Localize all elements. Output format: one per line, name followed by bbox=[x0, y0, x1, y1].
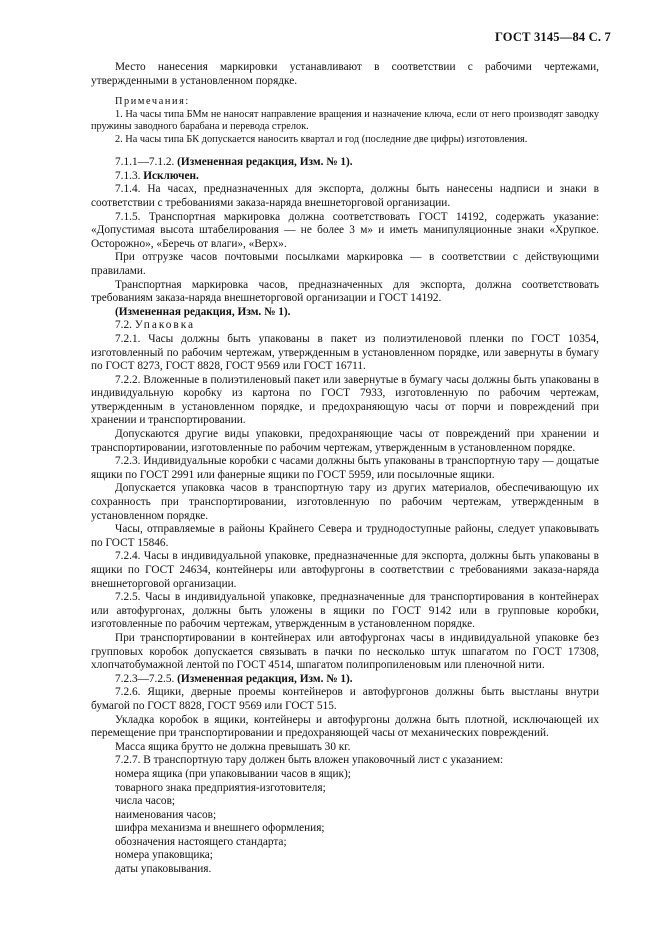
paragraph-7-1-5: 7.1.5. Транспортная маркировка должна соответствовать ГОСТ 14192, содержать указание: «Допустимая высота штабелирования — не более 3 м» и иметь манипуляционные знаки «Хрупкое. Осторожно», «Беречь от влаги», «Верх». bbox=[91, 210, 599, 250]
paragraph-7-2-4: 7.2.4. Часы в индивидуальной упаковке, предназначенные для экспорта, должны быть упакованы в ящики по ГОСТ 24634, контейнеры или автофургоны в соответствии с требованиями заказа-наряда внешнеторговой организации. bbox=[91, 550, 599, 590]
clause-number: 7.2.3—7.2.5. bbox=[115, 672, 175, 685]
paragraph-far-north: Часы, отправляемые в районы Крайнего Севера и труднодоступные районы, следует упаковывать по ГОСТ 15846. bbox=[91, 523, 599, 549]
list-item: числа часов; bbox=[115, 795, 176, 808]
paragraph-7-1-3 bbox=[91, 170, 599, 184]
excluded-note: Исключен. bbox=[143, 169, 199, 182]
page-header: ГОСТ 3145—84 С. 7 bbox=[494, 30, 611, 44]
note-1: 1. На часы типа БМм не наносят направление вращения и назначение ключа, если от него производят заводку пружины заводного барабана и перевода стрелок. bbox=[91, 108, 599, 133]
notes-heading: Примечания: bbox=[115, 96, 190, 108]
list-item: номера упаковщика; bbox=[115, 849, 213, 862]
amendment-note-1: (Измененная редакция, Изм. № 1). bbox=[115, 305, 291, 318]
clause-number: 7.2. bbox=[115, 319, 132, 332]
paragraph-transport-marking: Транспортная маркировка часов, предназначенных для экспорта, должна соответствовать требованиям заказа-наряда внешнеторговой организации и ГОСТ 14192. bbox=[91, 278, 599, 305]
paragraph-7-2-3-7-2-5 bbox=[91, 673, 599, 687]
paragraph-7-1-4: 7.1.4. На часах, предназначенных для экспорта, должны быть нанесены надписи и знаки в соответствии с требованиями заказа-наряда внешнеторговой организации. bbox=[91, 183, 599, 209]
list-item: наименования часов; bbox=[115, 808, 217, 821]
amendment-note: (Измененная редакция, Изм. № 1). bbox=[177, 156, 353, 169]
paragraph-allowed-packaging: Допускается упаковка часов в транспортную тару из других материалов, обеспечивающую их сохранность при транспортировании, изготовленную по рабочим чертежам, утвержденным в установленном порядке. bbox=[91, 482, 599, 522]
clause-number: 7.1.3. bbox=[115, 169, 141, 182]
note-2: 2. На часы типа БК допускается наносить квартал и год (последние две цифры) изготовления. bbox=[115, 133, 528, 145]
paragraph-7-2-1: 7.2.1. Часы должны быть упакованы в пакет из полиэтиленовой пленки по ГОСТ 10354, изготовленный по рабочим чертежам, утвержденным в установленном порядке, или завернуты в бумагу по ГОСТ 8273, ГОСТ 8828, ГОСТ 9569 или ГОСТ 16711. bbox=[91, 332, 599, 373]
document-body bbox=[91, 61, 599, 877]
amendment-note: (Измененная редакция, Изм. № 1). bbox=[177, 672, 353, 685]
list-item: обозначения настоящего стандарта; bbox=[115, 835, 287, 848]
paragraph-7-2-6: 7.2.6. Ящики, дверные проемы контейнеров и автофургонов должны быть выстланы внутри бумагой по ГОСТ 8828, ГОСТ 9569 или ГОСТ 515. bbox=[91, 686, 599, 712]
paragraph-postal: При отгрузке часов почтовыми посылками маркировка — в соответствии с действующими правилами. bbox=[91, 251, 599, 277]
paragraph-7-2-2: 7.2.2. Вложенные в полиэтиленовый пакет или завернутые в бумагу часы должны быть упакованы в индивидуальную коробку из картона по ГОСТ 7933, изготовленную по рабочим чертежам, утвержденным в установленном порядке, и предохраняющую часы от порчи и повреждений при хранении и транспортировании. bbox=[91, 373, 599, 427]
clause-number: 7.1.1—7.1.2. bbox=[115, 156, 175, 169]
paragraph-mass: Масса ящика брутто не должна превышать 30 кг. bbox=[115, 740, 351, 753]
paragraph-marking: Место нанесения маркировки устанавливают в соответствии с рабочими чертежами, утвержденными в установленном порядке. bbox=[91, 61, 599, 87]
list-item: даты упаковывания. bbox=[115, 863, 212, 876]
list-item: номера ящика (при упаковывании часов в ящик); bbox=[115, 767, 351, 780]
paragraph-packing: Укладка коробок в ящики, контейнеры и автофургоны должна быть плотной, исключающей их перемещение при транспортировании и предохраняющей часы от механических повреждений. bbox=[91, 713, 599, 740]
section-7-2-heading bbox=[91, 319, 599, 333]
paragraph-containers: При транспортировании в контейнерах или автофургонах часы в индивидуальной упаковке без групповых коробок допускается связывать в пачки по несколько штук шпагатом по ГОСТ 17308, хлопчатобумажной лентой по ГОСТ 4514, шпагатом полипропиленовым или пленочной нити. bbox=[91, 631, 599, 672]
section-title: Упаковка bbox=[134, 319, 196, 332]
paragraph-7-2-3: 7.2.3. Индивидуальные коробки с часами должны быть упакованы в транспортную тару — дощатые ящики по ГОСТ 2991 или фанерные ящики по ГОСТ 5959, или посылочные ящики. bbox=[91, 455, 599, 481]
paragraph-7-2-7: 7.2.7. В транспортную тару должен быть вложен упаковочный лист с указанием: bbox=[115, 754, 504, 767]
list-item: товарного знака предприятия-изготовителя; bbox=[115, 781, 326, 794]
paragraph-7-2-5: 7.2.5. Часы в индивидуальной упаковке, предназначенные для транспортирования в контейнерах или автофургонах, должны быть уложены в ящики по ГОСТ 9142 или в групповые коробки, изготовленные по рабочим чертежам, утвержденным в установленном порядке. bbox=[91, 591, 599, 631]
paragraph-7-1-1 bbox=[91, 156, 599, 170]
paragraph-other-packaging: Допускаются другие виды упаковки, предохраняющие часы от повреждений при хранении и транспортировании, изготовленные по рабочим чертежам, утвержденным в установленном порядке. bbox=[91, 428, 599, 454]
list-item: шифра механизма и внешнего оформления; bbox=[115, 822, 325, 835]
